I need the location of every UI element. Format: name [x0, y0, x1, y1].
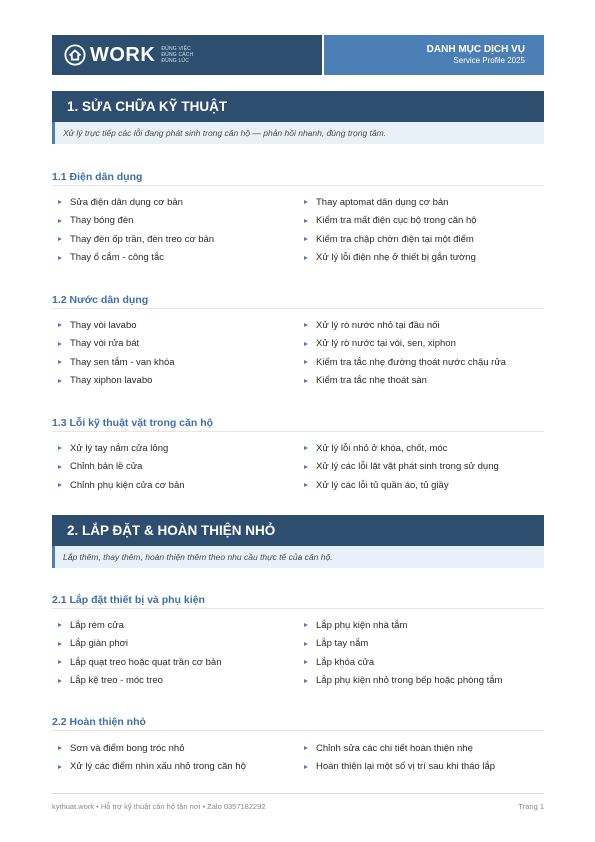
bullet-icon	[58, 483, 62, 487]
bullet-icon	[304, 379, 308, 383]
bullet-icon	[304, 465, 308, 469]
service-list-right	[302, 193, 477, 267]
section-title: 1. SỬA CHỮA KỸ THUẬT	[52, 91, 544, 122]
service-list-right	[302, 316, 506, 390]
service-list-left	[56, 316, 175, 390]
list-item: Lắp giàn phơi	[56, 635, 221, 654]
list-item: Chỉnh bản lề cửa	[56, 458, 185, 477]
service-list-left	[56, 439, 185, 495]
header-subtitle: Service Profile 2025	[453, 56, 525, 65]
subsection-title: 1.1 Điện dân dụng	[52, 168, 544, 186]
page-footer	[52, 793, 544, 811]
footer-info: kythuat.work • Hỗ trợ kỹ thuật căn hộ tận nơi • Zalo 0357182292	[52, 802, 266, 811]
bullet-icon	[58, 679, 62, 683]
bullet-icon	[304, 623, 308, 627]
service-list-right	[302, 739, 495, 776]
service-list-left	[56, 616, 221, 690]
bullet-icon	[304, 237, 308, 241]
slogan-line: ĐÚNG LÚC	[161, 58, 190, 64]
list-item: Thay xiphon lavabo	[56, 372, 175, 391]
bullet-icon	[304, 323, 308, 327]
list-item: Xử lý rò nước tại vòi, sen, xiphon	[302, 335, 506, 354]
list-item: Kiểm tra chập chờn điện tại một điểm	[302, 230, 477, 249]
logo-text: WORK	[90, 43, 156, 66]
slogan	[161, 46, 193, 64]
bullet-icon	[58, 465, 62, 469]
slogan-line: ĐÚNG VIỆC	[161, 46, 191, 52]
bullet-icon	[58, 342, 62, 346]
bullet-icon	[304, 765, 308, 769]
list-item: Chỉnh sửa các chi tiết hoàn thiện nhẹ	[302, 739, 495, 758]
service-list-left	[56, 193, 214, 267]
list-item: Kiểm tra mất điện cục bộ trong căn hộ	[302, 212, 477, 231]
list-item: Thay vòi lavabo	[56, 316, 175, 335]
list-item: Lắp tay nắm	[302, 635, 502, 654]
bullet-icon	[58, 200, 62, 204]
header-title: DANH MỤC DỊCH VỤ	[426, 44, 525, 55]
bullet-icon	[58, 379, 62, 383]
service-list-right	[302, 439, 499, 495]
bullet-icon	[304, 219, 308, 223]
bullet-icon	[304, 342, 308, 346]
section-description: Xử lý trực tiếp các lỗi đang phát sinh trong căn hộ — phản hồi nhanh, đúng trọng tâm.	[52, 122, 544, 144]
list-item: Sơn và điểm bong tróc nhỏ	[56, 739, 246, 758]
brand-block	[52, 35, 322, 75]
list-item: Xử lý lỗi nhỏ ở khóa, chốt, móc	[302, 439, 499, 458]
bullet-icon	[304, 360, 308, 364]
list-item: Lắp phụ kiện nhỏ trong bếp hoặc phòng tắm	[302, 672, 502, 691]
list-item: Thay sen tắm - van khóa	[56, 353, 175, 372]
list-item: Chỉnh phụ kiện cửa cơ bản	[56, 476, 185, 495]
bullet-icon	[58, 660, 62, 664]
list-item: Xử lý rò nước nhỏ tại đầu nối	[302, 316, 506, 335]
subsection-title: 2.2 Hoàn thiện nhỏ	[52, 713, 544, 731]
list-item: Xử lý các lỗi lặt vặt phát sinh trong sử dụng	[302, 458, 499, 477]
list-item: Hoàn thiện lại một số vị trí sau khi tháo lắp	[302, 758, 495, 777]
bullet-icon	[58, 623, 62, 627]
list-item: Thay đèn ốp trần, đèn treo cơ bản	[56, 230, 214, 249]
service-list-left	[56, 739, 246, 776]
list-item: Thay ổ cắm - công tắc	[56, 249, 214, 268]
bullet-icon	[58, 219, 62, 223]
list-item: Thay vòi rửa bát	[56, 335, 175, 354]
slogan-line: ĐÚNG CÁCH	[161, 52, 194, 58]
list-item: Kiểm tra tắc nhẹ thoát sàn	[302, 372, 506, 391]
section-title: 2. LẮP ĐẶT & HOÀN THIỆN NHỎ	[52, 515, 544, 546]
service-list-right	[302, 616, 502, 690]
list-item: Lắp khóa cửa	[302, 653, 502, 672]
header-title-block	[324, 35, 544, 75]
bullet-icon	[304, 200, 308, 204]
subsection-title: 2.1 Lắp đặt thiết bị và phụ kiện	[52, 591, 544, 609]
bullet-icon	[304, 446, 308, 450]
page-header	[52, 35, 544, 75]
list-item: Thay aptomat dân dụng cơ bản	[302, 193, 477, 212]
bullet-icon	[58, 323, 62, 327]
list-item: Kiểm tra tắc nhẹ đường thoát nước chậu rửa	[302, 353, 506, 372]
list-item: Xử lý lỗi điện nhẹ ở thiết bị gắn tường	[302, 249, 477, 268]
list-item: Lắp phụ kiện nhà tắm	[302, 616, 502, 635]
bullet-icon	[58, 765, 62, 769]
bullet-icon	[304, 642, 308, 646]
bullet-icon	[304, 660, 308, 664]
list-item: Xử lý các lỗi tủ quần áo, tủ giầy	[302, 476, 499, 495]
list-item: Lắp quạt treo hoặc quạt trần cơ bản	[56, 653, 221, 672]
list-item: Thay bóng đèn	[56, 212, 214, 231]
subsection-title: 1.3 Lỗi kỹ thuật vặt trong căn hộ	[52, 414, 544, 432]
bullet-icon	[58, 642, 62, 646]
bullet-icon	[58, 256, 62, 260]
list-item: Xử lý các điểm nhìn xấu nhỏ trong căn hộ	[56, 758, 246, 777]
bullet-icon	[304, 256, 308, 260]
bullet-icon	[58, 446, 62, 450]
list-item: Xử lý tay nắm cửa lỏng	[56, 439, 185, 458]
bullet-icon	[304, 746, 308, 750]
house-logo-icon	[64, 44, 86, 66]
list-item: Sửa điện dân dụng cơ bản	[56, 193, 214, 212]
bullet-icon	[58, 746, 62, 750]
section-description: Lắp thêm, thay thêm, hoàn thiện thêm theo nhu cầu thực tế của căn hộ.	[52, 546, 544, 568]
bullet-icon	[58, 360, 62, 364]
bullet-icon	[58, 237, 62, 241]
page-number: Trang 1	[518, 802, 544, 811]
subsection-title: 1.2 Nước dân dụng	[52, 291, 544, 309]
bullet-icon	[304, 483, 308, 487]
list-item: Lắp rèm cửa	[56, 616, 221, 635]
list-item: Lắp kệ treo - móc treo	[56, 672, 221, 691]
bullet-icon	[304, 679, 308, 683]
